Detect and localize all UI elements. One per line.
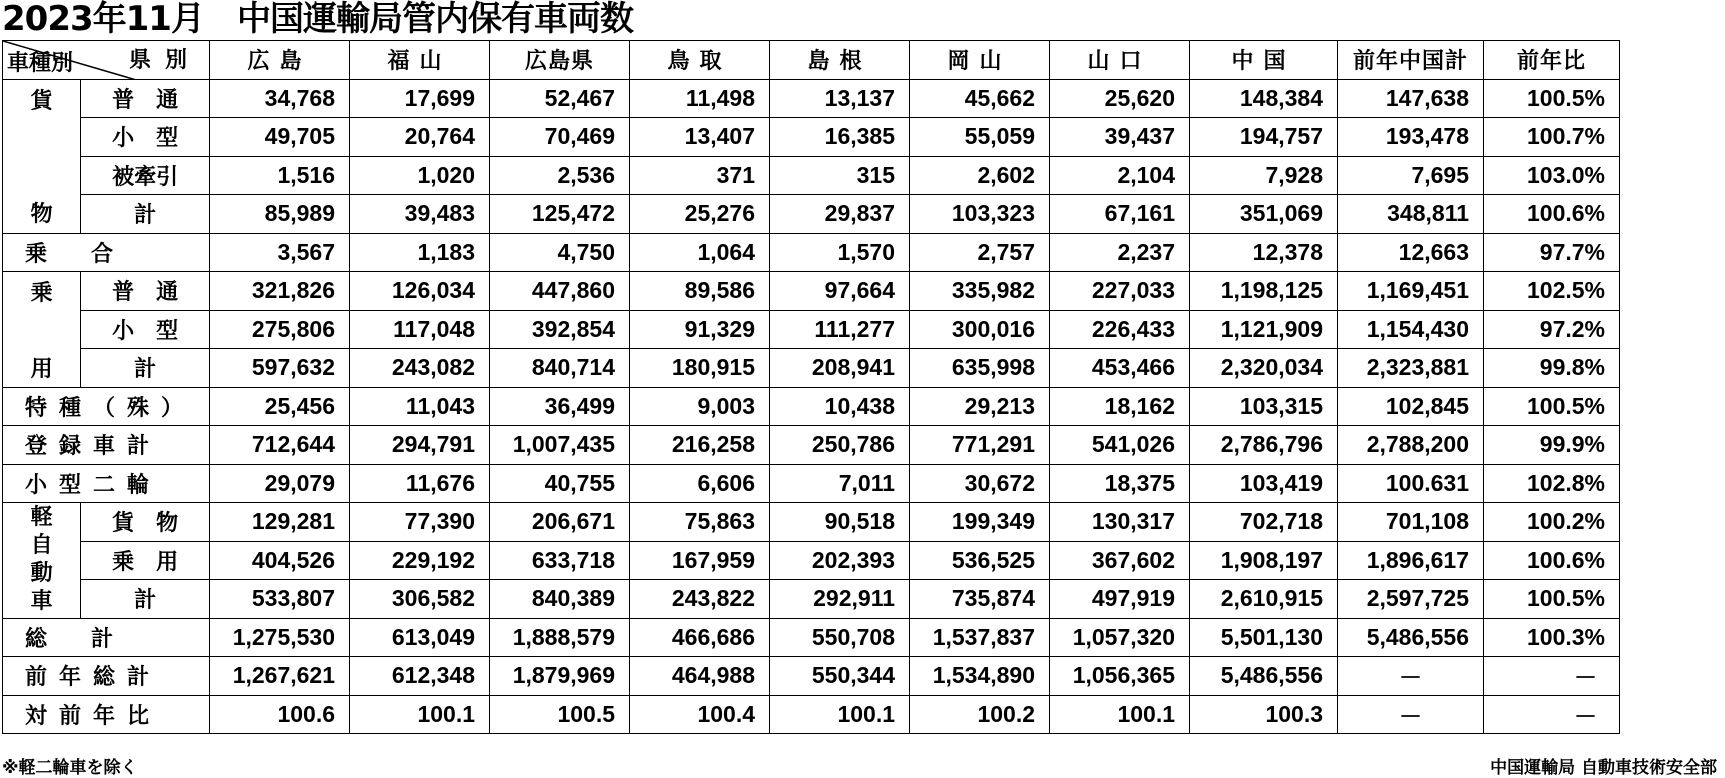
table-row bbox=[3, 118, 1620, 157]
table-row bbox=[3, 156, 1620, 195]
table-cell: 100.5% bbox=[1484, 79, 1620, 118]
table-cell: 100.7% bbox=[1484, 118, 1620, 157]
table-cell: 1,056,365 bbox=[1050, 657, 1190, 696]
table-cell: 2,320,034 bbox=[1190, 349, 1338, 388]
table-cell: 392,854 bbox=[490, 310, 630, 349]
table-cell: 367,602 bbox=[1050, 541, 1190, 580]
group-label-char: 自 bbox=[30, 533, 53, 559]
table-cell: 100.631 bbox=[1338, 464, 1484, 503]
row-label-text: 特種（殊） bbox=[25, 395, 196, 421]
table-cell: 199,349 bbox=[910, 503, 1050, 542]
table-cell: 613,049 bbox=[350, 618, 490, 657]
group-label-char: 用 bbox=[30, 356, 53, 382]
table-row bbox=[3, 657, 1620, 696]
table-cell: 103.0% bbox=[1484, 156, 1620, 195]
row-label: 普 通 bbox=[81, 79, 210, 118]
table-cell: 167,959 bbox=[630, 541, 770, 580]
table-cell: 550,344 bbox=[770, 657, 910, 696]
table-cell: 102.8% bbox=[1484, 464, 1620, 503]
table-cell: 1,007,435 bbox=[490, 426, 630, 465]
table-row bbox=[3, 272, 1620, 311]
row-label-text: 小型二輪 bbox=[25, 472, 162, 498]
table-cell: 1,879,969 bbox=[490, 657, 630, 696]
table-cell: 7,011 bbox=[770, 464, 910, 503]
row-label-text: 登録車計 bbox=[25, 434, 162, 460]
table-cell: 612,348 bbox=[350, 657, 490, 696]
table-cell: 6,606 bbox=[630, 464, 770, 503]
table-cell: 541,026 bbox=[1050, 426, 1190, 465]
table-cell: 100.6% bbox=[1484, 541, 1620, 580]
table-row bbox=[3, 618, 1620, 657]
table-cell: 100.4 bbox=[630, 695, 770, 734]
table-cell: 735,874 bbox=[910, 580, 1050, 619]
table-cell: 194,757 bbox=[1190, 118, 1338, 157]
row-label: 貨 物 bbox=[81, 503, 210, 542]
col-header-tottori: 鳥取 bbox=[630, 41, 770, 80]
table-cell: 335,982 bbox=[910, 272, 1050, 311]
table-cell: 1,275,530 bbox=[210, 618, 350, 657]
table-cell: 216,258 bbox=[630, 426, 770, 465]
table-cell: 1,888,579 bbox=[490, 618, 630, 657]
table-row bbox=[3, 387, 1620, 426]
group-label-char: 軽 bbox=[30, 505, 53, 531]
table-cell: 2,323,881 bbox=[1338, 349, 1484, 388]
table-row bbox=[3, 695, 1620, 734]
table-cell: 202,393 bbox=[770, 541, 910, 580]
table-cell: 102,845 bbox=[1338, 387, 1484, 426]
table-cell: 1,534,890 bbox=[910, 657, 1050, 696]
table-cell: 11,498 bbox=[630, 79, 770, 118]
table-cell: 294,791 bbox=[350, 426, 490, 465]
table-cell: 12,663 bbox=[1338, 233, 1484, 272]
table-cell: － bbox=[1338, 657, 1484, 696]
table-cell: 18,375 bbox=[1050, 464, 1190, 503]
table-cell: 20,764 bbox=[350, 118, 490, 157]
row-label bbox=[3, 657, 210, 696]
table-cell: 103,315 bbox=[1190, 387, 1338, 426]
row-label: 普 通 bbox=[81, 272, 210, 311]
table-cell: 100.2% bbox=[1484, 503, 1620, 542]
table-cell: 7,928 bbox=[1190, 156, 1338, 195]
table-cell: 29,837 bbox=[770, 195, 910, 234]
table-row bbox=[3, 541, 1620, 580]
table-cell: 321,826 bbox=[210, 272, 350, 311]
table-cell: 447,860 bbox=[490, 272, 630, 311]
row-label-text: 総 計 bbox=[25, 626, 114, 652]
table-cell: 130,317 bbox=[1050, 503, 1190, 542]
table-cell: 206,671 bbox=[490, 503, 630, 542]
table-cell: 12,378 bbox=[1190, 233, 1338, 272]
table-cell: 1,121,909 bbox=[1190, 310, 1338, 349]
table-cell: 100.1 bbox=[350, 695, 490, 734]
table-cell: 229,192 bbox=[350, 541, 490, 580]
row-label-text: 前年総計 bbox=[25, 665, 162, 691]
table-row bbox=[3, 233, 1620, 272]
group-joyo bbox=[3, 272, 81, 388]
table-cell: 702,718 bbox=[1190, 503, 1338, 542]
table-cell: 97.7% bbox=[1484, 233, 1620, 272]
corner-cell bbox=[3, 41, 210, 80]
table-cell: 36,499 bbox=[490, 387, 630, 426]
table-row bbox=[3, 464, 1620, 503]
row-label bbox=[3, 464, 210, 503]
table-cell: 117,048 bbox=[350, 310, 490, 349]
table-cell: 148,384 bbox=[1190, 79, 1338, 118]
table-cell: 29,079 bbox=[210, 464, 350, 503]
row-label: 乗 用 bbox=[81, 541, 210, 580]
table-cell: 243,082 bbox=[350, 349, 490, 388]
table-cell: 29,213 bbox=[910, 387, 1050, 426]
table-cell: 227,033 bbox=[1050, 272, 1190, 311]
table-cell: 75,863 bbox=[630, 503, 770, 542]
table-cell: 1,537,837 bbox=[910, 618, 1050, 657]
table-cell: 147,638 bbox=[1338, 79, 1484, 118]
col-header-okayama: 岡山 bbox=[910, 41, 1050, 80]
row-label bbox=[3, 695, 210, 734]
table-cell: 52,467 bbox=[490, 79, 630, 118]
footnote: ※軽二輪車を除く bbox=[2, 758, 138, 778]
table-cell: 25,276 bbox=[630, 195, 770, 234]
col-header-fukuyama: 福山 bbox=[350, 41, 490, 80]
table-cell: 1,169,451 bbox=[1338, 272, 1484, 311]
table-cell: 100.5% bbox=[1484, 580, 1620, 619]
table-cell: 100.6 bbox=[210, 695, 350, 734]
table-cell: － bbox=[1484, 657, 1620, 696]
table-cell: 18,162 bbox=[1050, 387, 1190, 426]
corner-vehicle-type-label: 車種別 bbox=[7, 50, 74, 76]
table-cell: 9,003 bbox=[630, 387, 770, 426]
row-label: 計 bbox=[81, 349, 210, 388]
table-cell: 100.5 bbox=[490, 695, 630, 734]
table-cell: 13,137 bbox=[770, 79, 910, 118]
header-row bbox=[3, 41, 1620, 80]
table-cell: 89,586 bbox=[630, 272, 770, 311]
table-cell: 243,822 bbox=[630, 580, 770, 619]
corner-prefecture-label: 県別 bbox=[129, 48, 202, 73]
table-row bbox=[3, 426, 1620, 465]
table-cell: 351,069 bbox=[1190, 195, 1338, 234]
table-cell: 840,389 bbox=[490, 580, 630, 619]
table-cell: 97,664 bbox=[770, 272, 910, 311]
table-cell: 40,755 bbox=[490, 464, 630, 503]
table-cell: 99.9% bbox=[1484, 426, 1620, 465]
table-cell: 13,407 bbox=[630, 118, 770, 157]
table-cell: 712,644 bbox=[210, 426, 350, 465]
table-cell: 100.1 bbox=[1050, 695, 1190, 734]
table-cell: 1,064 bbox=[630, 233, 770, 272]
table-cell: 90,518 bbox=[770, 503, 910, 542]
col-header-prev-year-total: 前年中国計 bbox=[1338, 41, 1484, 80]
table-cell: 275,806 bbox=[210, 310, 350, 349]
table-cell: 1,020 bbox=[350, 156, 490, 195]
table-cell: 70,469 bbox=[490, 118, 630, 157]
table-cell: 11,043 bbox=[350, 387, 490, 426]
table-cell: 102.5% bbox=[1484, 272, 1620, 311]
group-label-char: 貨 bbox=[30, 89, 53, 114]
table-cell: 180,915 bbox=[630, 349, 770, 388]
table-cell: 91,329 bbox=[630, 310, 770, 349]
col-header-yoy-ratio: 前年比 bbox=[1484, 41, 1620, 80]
table-cell: 2,757 bbox=[910, 233, 1050, 272]
table-cell: 126,034 bbox=[350, 272, 490, 311]
table-cell: 292,911 bbox=[770, 580, 910, 619]
table-row bbox=[3, 79, 1620, 118]
table-cell: 1,516 bbox=[210, 156, 350, 195]
table-cell: 1,896,617 bbox=[1338, 541, 1484, 580]
table-cell: 497,919 bbox=[1050, 580, 1190, 619]
row-label bbox=[3, 233, 210, 272]
table-cell: 16,385 bbox=[770, 118, 910, 157]
table-cell: 226,433 bbox=[1050, 310, 1190, 349]
row-label-text: 乗 合 bbox=[25, 241, 114, 267]
table-row bbox=[3, 580, 1620, 619]
row-label: 計 bbox=[81, 580, 210, 619]
table-cell: 99.8% bbox=[1484, 349, 1620, 388]
table-cell: 2,536 bbox=[490, 156, 630, 195]
col-header-chugoku: 中国 bbox=[1190, 41, 1338, 80]
row-label bbox=[3, 387, 210, 426]
table-cell: 315 bbox=[770, 156, 910, 195]
table-cell: 7,695 bbox=[1338, 156, 1484, 195]
table-cell: 1,908,197 bbox=[1190, 541, 1338, 580]
table-cell: 100.3% bbox=[1484, 618, 1620, 657]
table-cell: 5,501,130 bbox=[1190, 618, 1338, 657]
table-cell: 39,483 bbox=[350, 195, 490, 234]
table-row bbox=[3, 349, 1620, 388]
table-cell: 1,154,430 bbox=[1338, 310, 1484, 349]
group-label-char: 乗 bbox=[30, 281, 53, 306]
page-title: 2023年11月 中国運輸局管内保有車両数 bbox=[2, 0, 633, 39]
table-cell: 466,686 bbox=[630, 618, 770, 657]
row-label: 小 型 bbox=[81, 118, 210, 157]
table-cell: 100.6% bbox=[1484, 195, 1620, 234]
table-cell: 536,525 bbox=[910, 541, 1050, 580]
table-cell: 2,237 bbox=[1050, 233, 1190, 272]
col-header-hiroshima: 広島 bbox=[210, 41, 350, 80]
row-label bbox=[3, 426, 210, 465]
table-cell: 550,708 bbox=[770, 618, 910, 657]
table-cell: 5,486,556 bbox=[1190, 657, 1338, 696]
table-cell: 1,570 bbox=[770, 233, 910, 272]
table-cell: 2,788,200 bbox=[1338, 426, 1484, 465]
table-cell: － bbox=[1338, 695, 1484, 734]
table-cell: 103,323 bbox=[910, 195, 1050, 234]
table-cell: 100.2 bbox=[910, 695, 1050, 734]
table-cell: 193,478 bbox=[1338, 118, 1484, 157]
table-cell: 55,059 bbox=[910, 118, 1050, 157]
table-cell: 77,390 bbox=[350, 503, 490, 542]
table-cell: 10,438 bbox=[770, 387, 910, 426]
table-cell: 11,676 bbox=[350, 464, 490, 503]
table-cell: 250,786 bbox=[770, 426, 910, 465]
table-row bbox=[3, 310, 1620, 349]
table-cell: 100.3 bbox=[1190, 695, 1338, 734]
table-cell: 1,198,125 bbox=[1190, 272, 1338, 311]
table-cell: 111,277 bbox=[770, 310, 910, 349]
vehicle-count-table bbox=[2, 40, 1620, 734]
group-label-char: 動 bbox=[30, 561, 53, 587]
row-label: 小 型 bbox=[81, 310, 210, 349]
table-cell: 208,941 bbox=[770, 349, 910, 388]
group-label-char: 物 bbox=[30, 202, 53, 227]
table-cell: 2,104 bbox=[1050, 156, 1190, 195]
source-credit: 中国運輸局 自動車技術安全部 bbox=[1490, 758, 1717, 778]
table-cell: 100.1 bbox=[770, 695, 910, 734]
table-cell: 85,989 bbox=[210, 195, 350, 234]
table-cell: 45,662 bbox=[910, 79, 1050, 118]
table-cell: 4,750 bbox=[490, 233, 630, 272]
table-cell: 371 bbox=[630, 156, 770, 195]
table-cell: 1,267,621 bbox=[210, 657, 350, 696]
table-cell: 1,057,320 bbox=[1050, 618, 1190, 657]
table-cell: 67,161 bbox=[1050, 195, 1190, 234]
table-cell: 5,486,556 bbox=[1338, 618, 1484, 657]
group-kamotsu bbox=[3, 79, 81, 233]
table-cell: 1,183 bbox=[350, 233, 490, 272]
table-cell: 453,466 bbox=[1050, 349, 1190, 388]
row-label-text: 対前年比 bbox=[25, 703, 162, 729]
table-cell: 840,714 bbox=[490, 349, 630, 388]
table-body bbox=[3, 79, 1620, 734]
table-cell: 97.2% bbox=[1484, 310, 1620, 349]
table-cell: 306,582 bbox=[350, 580, 490, 619]
table-cell: 25,620 bbox=[1050, 79, 1190, 118]
table-cell: 125,472 bbox=[490, 195, 630, 234]
table-cell: 129,281 bbox=[210, 503, 350, 542]
table-cell: 49,705 bbox=[210, 118, 350, 157]
row-label bbox=[3, 618, 210, 657]
table-cell: 633,718 bbox=[490, 541, 630, 580]
table-cell: 701,108 bbox=[1338, 503, 1484, 542]
table-cell: 597,632 bbox=[210, 349, 350, 388]
col-header-hiroshima-pref: 広島県 bbox=[490, 41, 630, 80]
table-cell: － bbox=[1484, 695, 1620, 734]
table-cell: 2,597,725 bbox=[1338, 580, 1484, 619]
table-cell: 39,437 bbox=[1050, 118, 1190, 157]
table-cell: 34,768 bbox=[210, 79, 350, 118]
table-cell: 2,786,796 bbox=[1190, 426, 1338, 465]
table-cell: 635,998 bbox=[910, 349, 1050, 388]
table-cell: 100.5% bbox=[1484, 387, 1620, 426]
table-cell: 30,672 bbox=[910, 464, 1050, 503]
table-row bbox=[3, 195, 1620, 234]
table-cell: 103,419 bbox=[1190, 464, 1338, 503]
table-cell: 2,610,915 bbox=[1190, 580, 1338, 619]
group-kei bbox=[3, 503, 81, 619]
table-cell: 404,526 bbox=[210, 541, 350, 580]
table-cell: 2,602 bbox=[910, 156, 1050, 195]
table-cell: 771,291 bbox=[910, 426, 1050, 465]
table-cell: 348,811 bbox=[1338, 195, 1484, 234]
table-cell: 3,567 bbox=[210, 233, 350, 272]
row-label: 被牽引 bbox=[81, 156, 210, 195]
col-header-shimane: 島根 bbox=[770, 41, 910, 80]
table-cell: 533,807 bbox=[210, 580, 350, 619]
table-cell: 464,988 bbox=[630, 657, 770, 696]
row-label: 計 bbox=[81, 195, 210, 234]
table-cell: 300,016 bbox=[910, 310, 1050, 349]
table-cell: 17,699 bbox=[350, 79, 490, 118]
table-row bbox=[3, 503, 1620, 542]
table-cell: 25,456 bbox=[210, 387, 350, 426]
group-label-char: 車 bbox=[30, 589, 53, 615]
col-header-yamaguchi: 山口 bbox=[1050, 41, 1190, 80]
